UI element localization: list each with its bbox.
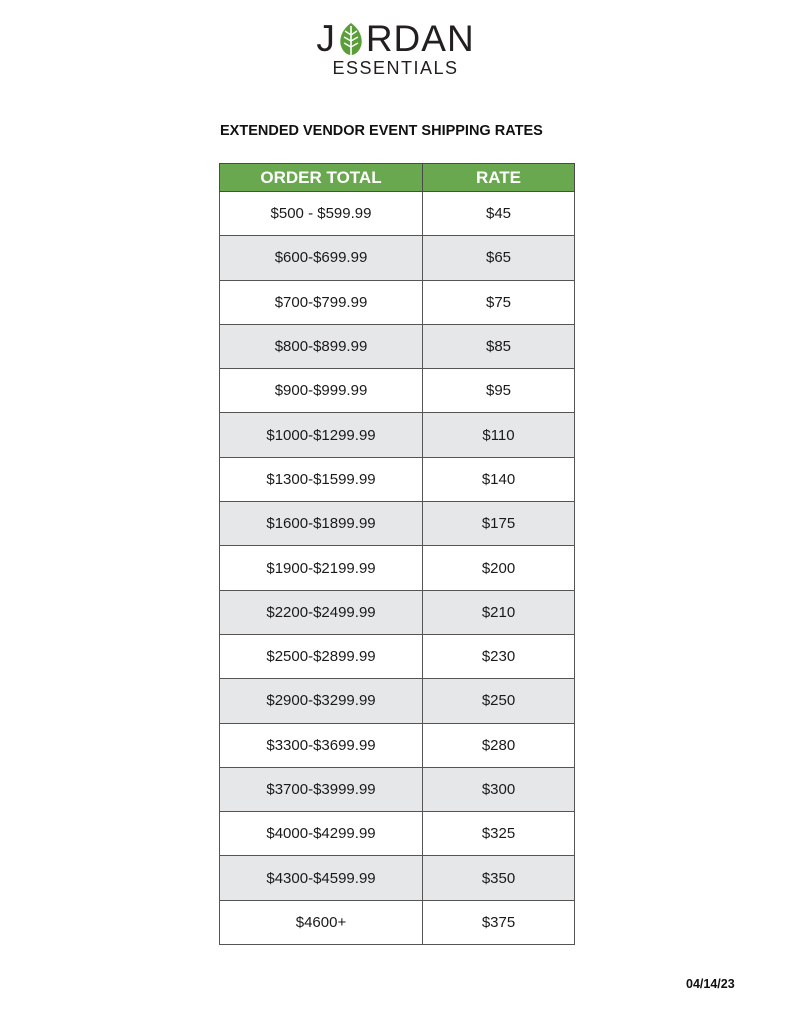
order-total-cell: $4300-$4599.99 bbox=[220, 856, 423, 900]
order-total-cell: $500 - $599.99 bbox=[220, 192, 423, 236]
rate-cell: $140 bbox=[423, 457, 575, 501]
rate-cell: $95 bbox=[423, 369, 575, 413]
leaf-icon bbox=[337, 22, 365, 56]
table-row bbox=[220, 280, 575, 324]
table-row bbox=[220, 590, 575, 634]
shipping-rates-table bbox=[219, 163, 575, 945]
order-total-cell: $600-$699.99 bbox=[220, 236, 423, 280]
table-row bbox=[220, 723, 575, 767]
logo-letter-j: J bbox=[316, 18, 336, 59]
order-total-cell: $700-$799.99 bbox=[220, 280, 423, 324]
order-total-cell: $1600-$1899.99 bbox=[220, 502, 423, 546]
order-total-cell: $900-$999.99 bbox=[220, 369, 423, 413]
brand-logo bbox=[0, 20, 791, 78]
table-row bbox=[220, 413, 575, 457]
order-total-cell: $2900-$3299.99 bbox=[220, 679, 423, 723]
table-row bbox=[220, 812, 575, 856]
rate-cell: $375 bbox=[423, 900, 575, 944]
table-row bbox=[220, 856, 575, 900]
document-date: 04/14/23 bbox=[686, 977, 735, 991]
order-total-cell: $1300-$1599.99 bbox=[220, 457, 423, 501]
rate-cell: $200 bbox=[423, 546, 575, 590]
table-row bbox=[220, 324, 575, 368]
order-total-cell: $2200-$2499.99 bbox=[220, 590, 423, 634]
order-total-cell: $3700-$3999.99 bbox=[220, 767, 423, 811]
table-row bbox=[220, 236, 575, 280]
table-row bbox=[220, 767, 575, 811]
table-row bbox=[220, 502, 575, 546]
rate-cell: $280 bbox=[423, 723, 575, 767]
rate-cell: $65 bbox=[423, 236, 575, 280]
table-row bbox=[220, 369, 575, 413]
logo-letters-rdan: RDAN bbox=[365, 18, 475, 59]
rate-cell: $110 bbox=[423, 413, 575, 457]
order-total-cell: $1900-$2199.99 bbox=[220, 546, 423, 590]
rate-cell: $45 bbox=[423, 192, 575, 236]
logo-wordmark bbox=[316, 20, 474, 58]
rate-cell: $250 bbox=[423, 679, 575, 723]
order-total-cell: $3300-$3699.99 bbox=[220, 723, 423, 767]
order-total-cell: $4600+ bbox=[220, 900, 423, 944]
header-rate: RATE bbox=[423, 164, 575, 192]
rate-cell: $75 bbox=[423, 280, 575, 324]
order-total-cell: $4000-$4299.99 bbox=[220, 812, 423, 856]
table-body bbox=[220, 192, 575, 945]
rate-cell: $230 bbox=[423, 634, 575, 678]
table-row bbox=[220, 634, 575, 678]
table-row bbox=[220, 900, 575, 944]
rate-cell: $210 bbox=[423, 590, 575, 634]
order-total-cell: $1000-$1299.99 bbox=[220, 413, 423, 457]
header-order-total: ORDER TOTAL bbox=[220, 164, 423, 192]
logo-subtitle: ESSENTIALS bbox=[332, 58, 459, 78]
rate-cell: $175 bbox=[423, 502, 575, 546]
table-row bbox=[220, 679, 575, 723]
rate-cell: $325 bbox=[423, 812, 575, 856]
table-header-row bbox=[220, 164, 575, 192]
rate-cell: $300 bbox=[423, 767, 575, 811]
rate-cell: $350 bbox=[423, 856, 575, 900]
order-total-cell: $2500-$2899.99 bbox=[220, 634, 423, 678]
rate-cell: $85 bbox=[423, 324, 575, 368]
table-row bbox=[220, 546, 575, 590]
page-title: EXTENDED VENDOR EVENT SHIPPING RATES bbox=[220, 123, 543, 139]
table-row bbox=[220, 457, 575, 501]
order-total-cell: $800-$899.99 bbox=[220, 324, 423, 368]
table-row bbox=[220, 192, 575, 236]
